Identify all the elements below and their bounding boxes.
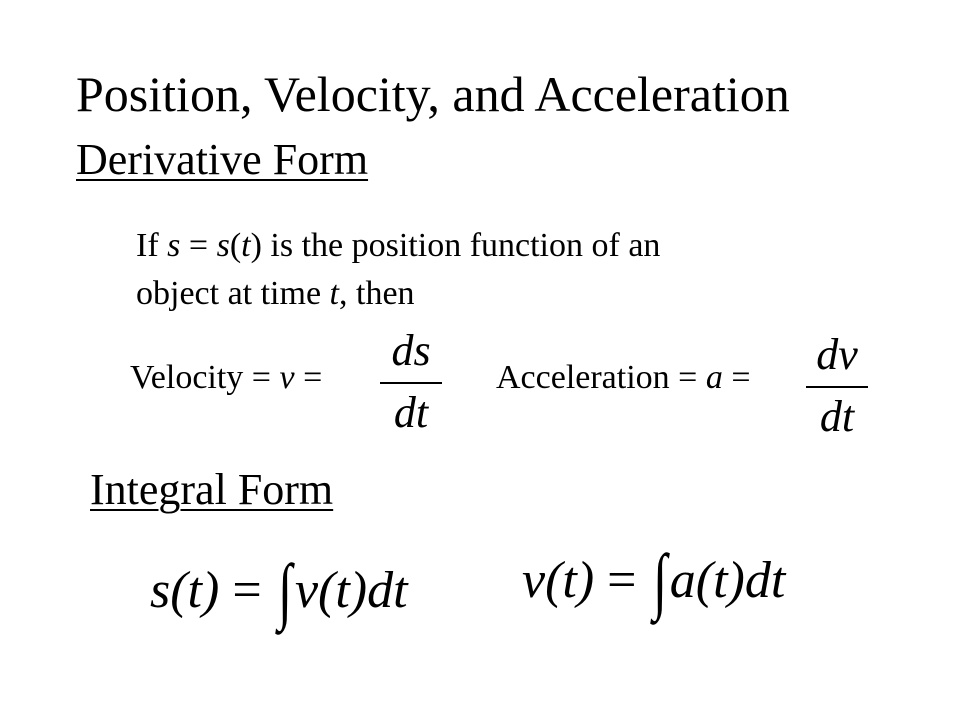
acceleration-numerator: dv: [816, 330, 858, 379]
velocity-denominator: dt: [393, 388, 429, 437]
fraction-bar: [806, 386, 868, 388]
position-integral-formula: s(t) = ∫v(t)dt: [150, 550, 408, 632]
derivative-form-heading: Derivative Form: [76, 135, 369, 184]
acceleration-fraction: [806, 330, 868, 442]
velocity-integral-formula: v(t) = ∫a(t)dt: [522, 540, 786, 622]
integral-form-heading: Integral Form: [90, 465, 334, 514]
integral-sign: ∫: [652, 540, 667, 622]
velocity-fraction: [380, 326, 442, 438]
intro-line-1: If s = s(t) is the position function of an: [136, 227, 661, 264]
fraction-bar: [380, 382, 442, 384]
page-title: Position, Velocity, and Acceleration: [76, 66, 790, 122]
intro-text: [136, 222, 660, 318]
acceleration-denominator: dt: [819, 392, 855, 441]
integral-sign: ∫: [277, 550, 292, 632]
velocity-numerator: ds: [391, 326, 431, 375]
velocity-formula-label: Velocity = v =: [130, 359, 323, 396]
intro-line-2: object at time t, then: [136, 275, 415, 312]
acceleration-formula-label: Acceleration = a =: [496, 359, 751, 396]
